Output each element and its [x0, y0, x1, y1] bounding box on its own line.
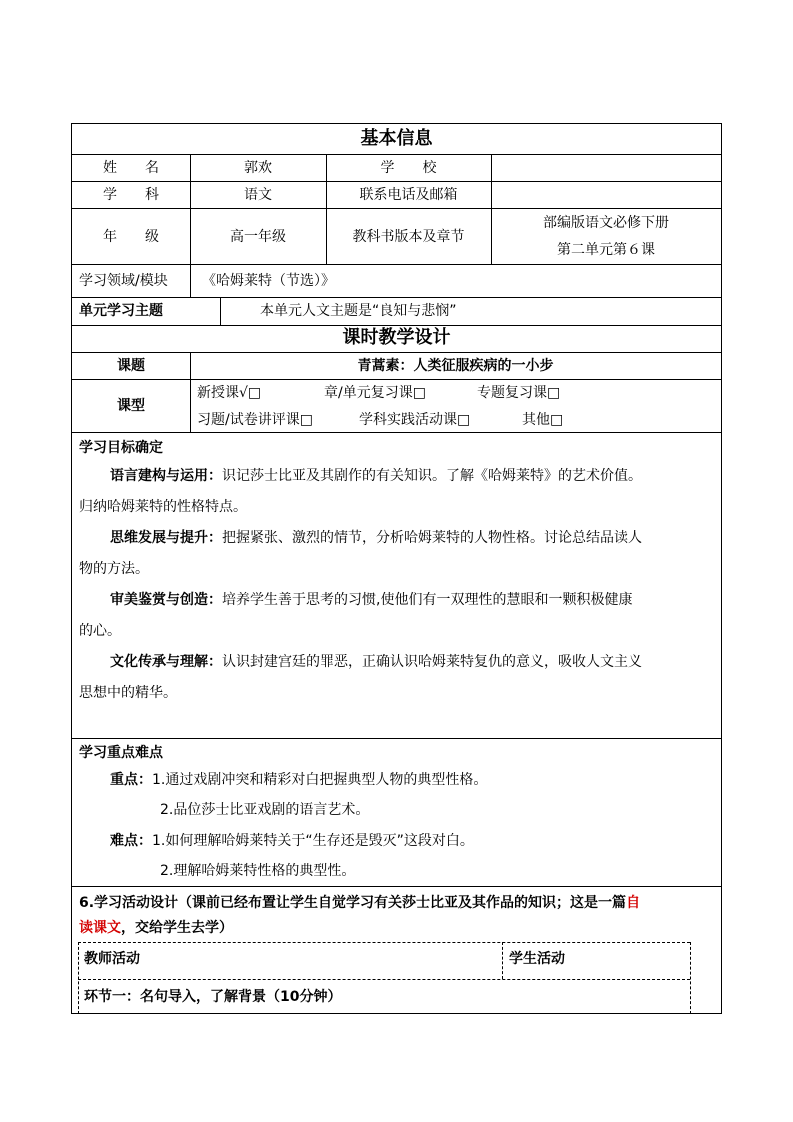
field-label: 学习领域/模块 — [79, 273, 168, 289]
key-points-heading: 学习重点难点 — [79, 745, 163, 761]
objective-text: 培养学生善于思考的习惯,使他们有一双理性的慧眼和一颗积极健康 — [222, 592, 633, 608]
activity-heading-text: ，交给学生去学） — [121, 920, 233, 936]
objective-term: 思维发展与提升： — [110, 530, 222, 546]
difficulty-label: 难点： — [110, 833, 152, 849]
type-practice-activity: 学科实践活动课□ — [359, 412, 471, 428]
lesson-plan-table — [71, 123, 722, 1014]
dashed-rule — [78, 942, 690, 943]
objective-culture — [110, 655, 642, 669]
objective-term: 文化传承与理解： — [110, 654, 222, 670]
textbook-value-line2: 第二单元第６课 — [557, 242, 655, 258]
objective-thinking-cont: 物的方法。 — [79, 561, 149, 577]
field-value: 《哈姆莱特（节选）》 — [202, 273, 335, 289]
textbook-label: 教科书版本及章节 — [352, 229, 465, 245]
activity-heading-text: 6.学习活动设计（课前已经布置让学生自觉学习有关莎士比亚及其作品的知识；这是一篇 — [79, 895, 627, 911]
focus-label: 重点： — [110, 772, 152, 788]
textbook-value-line1: 部编版语文必修下册 — [543, 215, 669, 231]
dashed-rule — [502, 942, 503, 979]
objective-aesthetic-cont: 的心。 — [79, 623, 121, 639]
dashed-rule — [78, 942, 79, 1014]
objective-text: 认识封建宫廷的罪恶，正确认识哈姆莱特复仇的意义，吸收人文主义 — [222, 654, 642, 670]
objective-text: 识记莎士比亚及其剧作的有关知识。了解《哈姆莱特》的艺术价值。 — [222, 468, 642, 484]
rule — [72, 297, 721, 298]
unit-theme-value: 本单元人文主题是“良知与悲悯” — [260, 303, 457, 319]
rule — [72, 208, 721, 209]
type-exercise-review: 习题/试卷讲评课□ — [197, 412, 313, 428]
lesson-type-label: 课型 — [117, 398, 145, 414]
objective-term: 审美鉴赏与创造： — [110, 592, 222, 608]
dashed-rule — [78, 979, 690, 980]
rule — [72, 352, 721, 353]
objective-term: 语言建构与运用： — [110, 468, 222, 484]
rule — [190, 264, 191, 297]
dashed-rule — [690, 942, 691, 1014]
name-label: 姓 名 — [103, 160, 159, 176]
objective-aesthetic — [110, 593, 632, 607]
type-new-lesson: 新授课√□ — [197, 385, 262, 401]
objective-culture-cont: 思想中的精华。 — [79, 685, 177, 701]
topic-value: 青蒿素：人类征服疾病的一小步 — [357, 358, 554, 374]
rule — [72, 264, 721, 265]
type-unit-review: 章/单元复习课□ — [324, 385, 426, 401]
student-activity-header: 学生活动 — [509, 951, 565, 967]
rule — [72, 181, 721, 182]
activity-heading-cont — [79, 921, 233, 935]
section-one-title: 环节一：名句导入，了解背景（10分钟） — [84, 989, 342, 1005]
objective-language-cont: 归纳哈姆莱特的性格特点。 — [79, 499, 247, 515]
activity-heading-highlight: 读课文 — [79, 920, 121, 936]
school-label: 学 校 — [380, 160, 437, 176]
lesson-design-heading: 课时教学设计 — [342, 327, 451, 348]
rule — [72, 154, 721, 155]
rule — [72, 379, 721, 380]
difficulty-item-1: 1.如何理解哈姆莱特关于“生存还是毁灭”这段对白。 — [152, 833, 474, 849]
name-value: 郭欢 — [244, 160, 272, 176]
objectives-heading: 学习目标确定 — [79, 440, 163, 456]
objective-language — [110, 469, 642, 483]
rule — [72, 738, 721, 739]
subject-value: 语文 — [244, 187, 272, 203]
contact-label: 联系电话及邮箱 — [359, 187, 458, 203]
grade-value: 高一年级 — [230, 229, 286, 245]
activity-heading — [79, 896, 640, 910]
basic-info-heading: 基本信息 — [360, 128, 433, 149]
focus-item-2: 2.品位莎士比亚戏剧的语言艺术。 — [160, 802, 370, 818]
unit-theme-label: 单元学习主题 — [79, 303, 163, 319]
topic-label: 课题 — [117, 358, 145, 374]
rule — [220, 297, 221, 325]
activity-heading-highlight: 自 — [626, 895, 641, 911]
teacher-activity-header: 教师活动 — [84, 951, 140, 967]
type-topic-review: 专题复习课□ — [477, 385, 561, 401]
objective-thinking — [110, 531, 642, 545]
grade-label: 年 级 — [103, 229, 159, 245]
subject-label: 学 科 — [103, 187, 159, 203]
rule — [72, 432, 721, 433]
focus-item-1: 1.通过戏剧冲突和精彩对白把握典型人物的典型性格。 — [152, 772, 488, 788]
difficulty-item-2: 2.理解哈姆莱特性格的典型性。 — [160, 863, 356, 879]
rule — [72, 325, 721, 326]
objective-text: 把握紧张、激烈的情节，分析哈姆莱特的人物性格。讨论总结品读人 — [222, 530, 642, 546]
rule — [72, 886, 721, 887]
type-other: 其他□ — [522, 412, 564, 428]
